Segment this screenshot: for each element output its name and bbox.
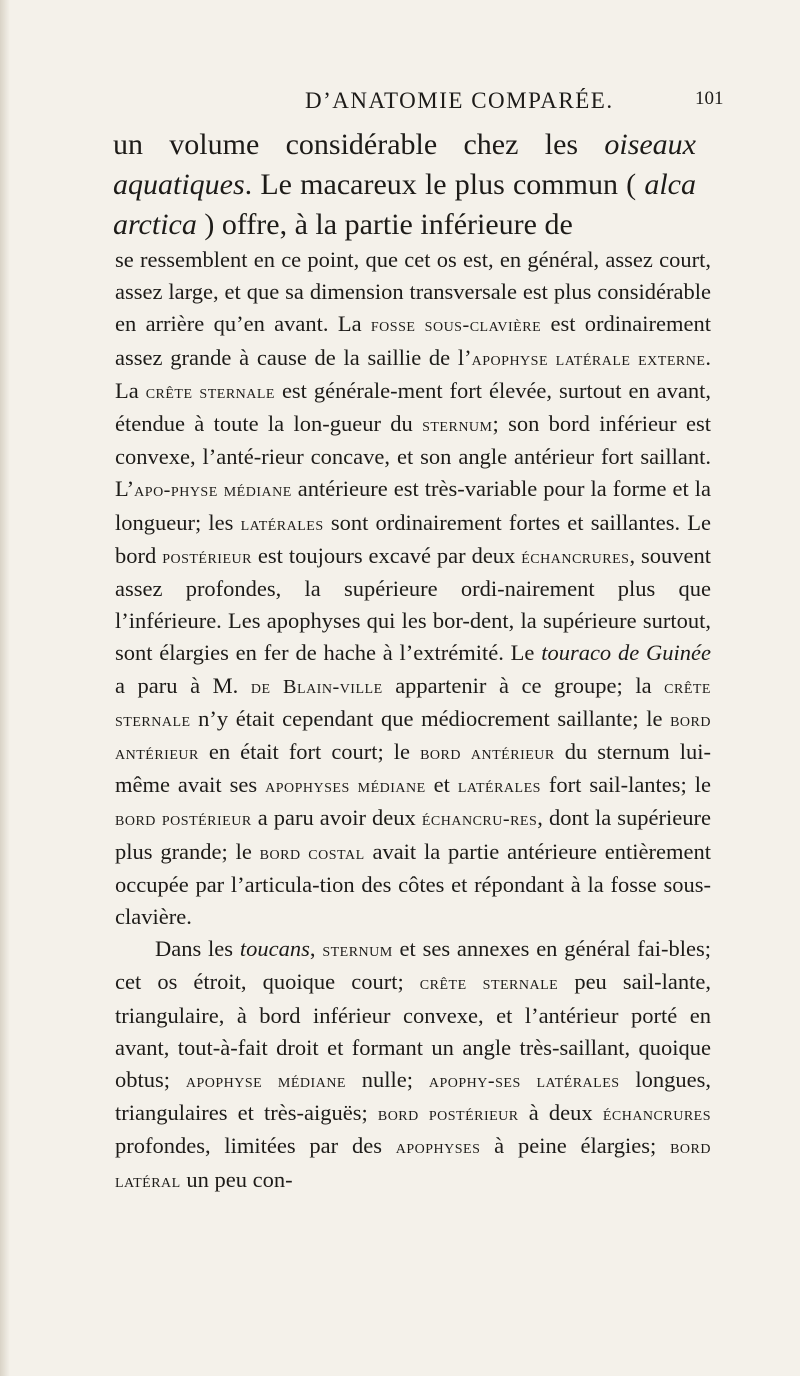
term-small-caps: crête sternale: [419, 972, 559, 995]
term-small-caps: bord latéral: [115, 1136, 711, 1192]
term-small-caps: sternum: [322, 939, 393, 962]
footnote-paragraph-2: [115, 933, 711, 1197]
term-small-caps: apophyses: [395, 1136, 481, 1159]
main-text-segment: un volume considérable chez les: [113, 128, 605, 161]
term-small-caps: fosse sous-clavière: [370, 314, 542, 337]
term-small-caps: apophyse latérale externe: [471, 347, 706, 370]
term-small-caps: apophyses médiane: [265, 775, 426, 798]
term-small-caps: échancrures: [602, 1103, 711, 1126]
term-small-caps: bord postérieur: [377, 1103, 519, 1126]
text-segment: du sternum lui-même avait ses: [115, 739, 711, 798]
text-segment: est ordinairement assez grande à cause de la saillie de l’: [115, 311, 711, 370]
text-segment: , souvent assez profondes, la supérieure ordi-nairement plus que l’inférieure. Les apophyses qui les bor-dent, la supérieure surtout, sont élargies en fer de hache à l’extrémité. Le: [115, 542, 711, 666]
term-small-caps: bord postérieur: [115, 808, 252, 831]
text-segment: nulle;: [345, 1067, 429, 1093]
main-text-italic: alca arctica: [113, 168, 696, 241]
text-segment: longues, triangulaires et très-aiguës;: [115, 1067, 711, 1126]
text-segment: n’y était cependant que médiocrement saillante; le: [190, 705, 671, 731]
text-segment: est générale-ment fort élevée, surtout en avant, étendue à toute la lon-gueur du: [115, 377, 712, 437]
main-text-italic: oiseaux aquatiques: [113, 128, 696, 201]
text-segment: en était fort court; le: [198, 739, 421, 765]
text-segment: a paru à M.: [115, 672, 251, 698]
text-segment: appartenir à ce groupe; la: [382, 672, 665, 698]
term-small-caps: crête sternale: [115, 675, 711, 731]
term-small-caps: bord antérieur: [420, 742, 555, 765]
term-small-caps: échancrures: [521, 545, 630, 568]
footnote-block: [115, 244, 711, 1197]
main-text-segment: ) offre, à la partie inférieure de: [196, 208, 573, 241]
term-small-caps: sternum: [422, 414, 493, 437]
term-small-caps: crête sternale: [145, 380, 275, 403]
species-name-italic: touraco de Guinée: [541, 640, 711, 666]
term-small-caps: latérales: [457, 775, 541, 798]
term-small-caps: apophy-ses latérales: [428, 1070, 620, 1093]
text-segment: avait la partie antérieure entièrement occupée par l’articula-tion des côtes et répondant à la fosse sous-clavière.: [115, 838, 712, 930]
term-small-caps: bord antérieur: [115, 708, 711, 765]
page-edge-shadow: [0, 0, 10, 1376]
text-segment: fort sail-lantes; le: [540, 772, 712, 798]
text-segment: Dans les: [155, 936, 240, 962]
term-small-caps: bord costal: [259, 841, 365, 864]
term-small-caps: latérales: [240, 512, 324, 535]
text-segment: et: [425, 772, 458, 798]
running-head-title: D’ANATOMIE COMPARÉE.: [305, 88, 614, 113]
text-segment: a paru avoir deux: [251, 805, 422, 831]
term-small-caps: apophyse médiane: [185, 1070, 346, 1093]
text-segment: un peu con-: [180, 1166, 293, 1192]
running-head: [0, 88, 800, 122]
text-segment: . La: [115, 344, 711, 403]
term-small-caps: échancru-res: [421, 808, 538, 831]
text-segment: et ses annexes en général fai-bles; cet os étroit, quoique court;: [115, 936, 711, 995]
text-segment: à peine élargies;: [480, 1133, 671, 1159]
author-name-small-caps: de Blain-ville: [250, 675, 383, 698]
text-segment: ,: [309, 936, 323, 962]
text-segment: peu sail-lante, triangulaire, à bord inférieur convexe, et l’antérieur porté en avant, tout-à-fait droit et formant un angle très-saillant, quoique obtus;: [115, 969, 711, 1093]
text-segment: profondes, limitées par des: [115, 1133, 396, 1159]
text-segment: est toujours excavé par deux: [251, 542, 522, 568]
text-segment: sont ordinairement fortes et saillantes. Le bord: [115, 509, 711, 568]
text-segment: à deux: [518, 1100, 603, 1126]
text-segment: antérieure est très-variable pour la forme et la longueur; les: [115, 476, 712, 535]
text-segment: se ressemblent en ce point, que cet os est, en général, assez court, assez large, et que sa dimension transversale est plus considérable en arrière qu’en avant. La: [115, 247, 711, 337]
term-small-caps: apo-physe médiane: [134, 479, 292, 502]
page-number: 101: [695, 88, 724, 109]
footnote-paragraph-1: [115, 244, 711, 933]
text-segment: ; son bord inférieur est convexe, l’anté-rieur concave, et son angle antérieur fort saillant. L’: [115, 411, 711, 502]
text-segment: , dont la supérieure plus grande; le: [115, 805, 711, 864]
main-text-segment: . Le macareux le plus commun (: [244, 168, 645, 201]
species-name-italic: toucans: [239, 936, 310, 962]
main-text-continuation: [113, 125, 696, 245]
term-small-caps: postérieur: [162, 545, 252, 568]
